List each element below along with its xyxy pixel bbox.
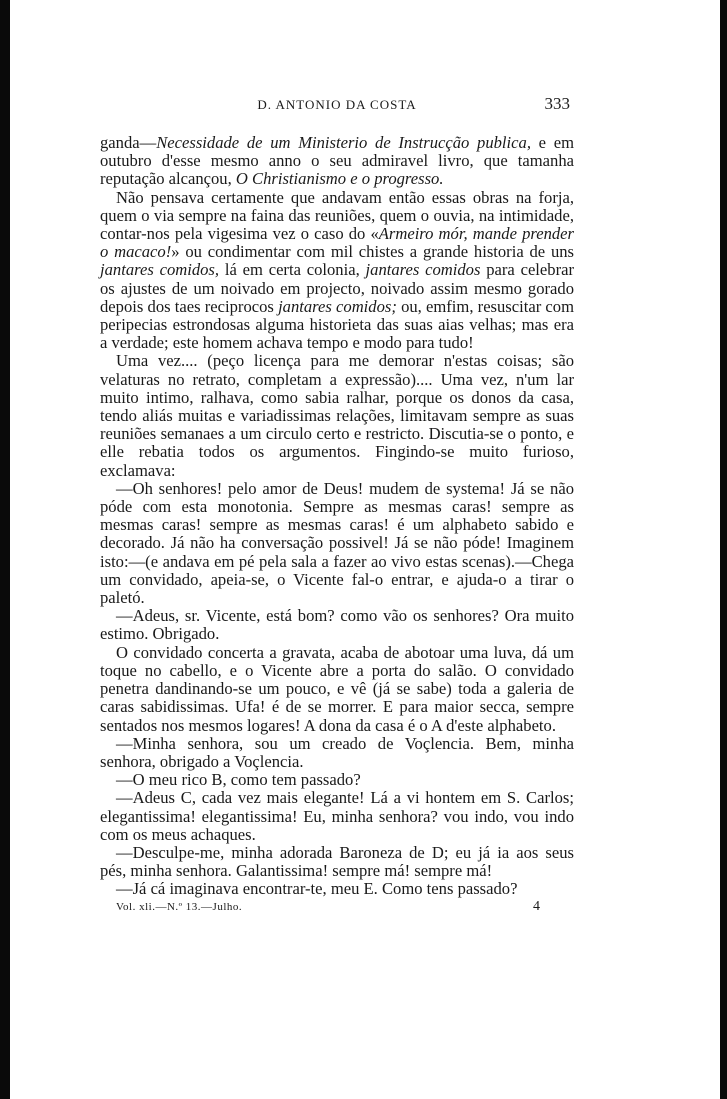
- scan-border-left: [0, 0, 10, 1099]
- text-run: lá em certa colonia,: [219, 260, 366, 280]
- text-run: » ou condimentar com mil chistes a grande historia de uns: [171, 242, 575, 262]
- paragraph: [100, 607, 574, 643]
- scan-border-right: [720, 0, 727, 1099]
- text-run: para celebrar os ajustes de um noivado em projecto, noivado assim mesmo gorado depois dos taes reciprocos: [100, 260, 574, 316]
- text-run: Não pensava certamente que andavam então essas obras na forja, quem o via sempre na faina das reuniões, quem o ouvia, na intimidade, contar-nos pela vigesima vez o caso do «: [100, 187, 574, 244]
- running-head: D. ANTONIO DA COSTA: [257, 97, 417, 112]
- text-run: —Adeus C, cada vez mais elegante! Lá a vi hontem em S. Carlos; elegantissima! elegantissima! Eu, minha senhora? vou indo, vou indo com os meus achaques.: [100, 788, 574, 844]
- paragraph: [100, 134, 574, 189]
- italic-run: Armeiro mór, mande prender o macaco!: [100, 224, 574, 262]
- text-run: e em outubro d'esse mesmo anno o seu admiravel livro, que tamanha reputação alcançou,: [100, 133, 574, 189]
- paragraph: [100, 844, 574, 880]
- paragraph: [100, 771, 574, 789]
- page-footer: [100, 898, 574, 919]
- text-run: Uma vez.... (peço licença para me demorar n'estas coisas; são velaturas no retrato, completam a expressão).... Uma vez, n'um lar muito intimo, ralhava, como sabia ralhar, porque os donos da casa, tendo aliás muitas e variadissimas relações, limitavam sempre as suas reuniões semanaes a um circulo certo e restricto. Discutia-se o ponto, e elle rebatia todos os argumentos. Fingindo-se muito furioso, exclamava:: [100, 351, 574, 480]
- italic-run: O Christianismo e o progresso.: [235, 169, 444, 189]
- paragraph: [100, 644, 574, 735]
- text-run: —Adeus, sr. Vicente, está bom? como vão os senhores? Ora muito estimo. Obrigado.: [100, 606, 574, 644]
- paragraph: [100, 189, 574, 353]
- italic-run: jantares comidos;: [278, 296, 397, 316]
- italic-run: jantares comidos: [365, 260, 481, 280]
- text-run: ou, emfim, resuscitar com peripecias estrondosas alguma historieta das suas aias velhas; mas era a verdade; este homem achava tempo e modo para tudo!: [100, 296, 575, 353]
- page-header: [100, 94, 574, 116]
- text-run: —O meu rico B, como tem passado?: [116, 770, 361, 790]
- paragraph: [100, 480, 574, 607]
- printer-signature: Vol. xli.—N.º 13.—Julho.: [116, 900, 243, 913]
- text-run: O convidado concerta a gravata, acaba de abotoar uma luva, dá um toque no cabello, e o Vicente abre a porta do salão. O convidado penetra dandinando-se um pouco, e vê (já se sabe) toda a galeria de caras sabidissimas. Ufa! é de se morrer. E para maior secca, sempre sentados nos mesmos logares! A dona da casa é o A d'este alphabeto.: [100, 642, 574, 735]
- text-run: —Já cá imaginava encontrar-te, meu E. Como tens passado?: [116, 879, 518, 899]
- paragraph: [100, 880, 574, 898]
- sheet-number: 4: [533, 898, 540, 914]
- paragraph: [100, 789, 574, 844]
- book-page: [100, 94, 574, 919]
- italic-run: Necessidade de um Ministerio de Instrucção publica,: [156, 133, 531, 152]
- text-run: —Desculpe-me, minha adorada Baroneza de D; eu já ia aos seus pés, minha senhora. Galantissima! sempre má! sempre má!: [100, 842, 574, 881]
- page-number: 333: [544, 94, 570, 113]
- paragraph: [100, 735, 574, 771]
- body-text: [100, 134, 574, 899]
- italic-run: jantares comidos,: [100, 260, 220, 280]
- text-run: ganda—: [100, 133, 157, 152]
- text-run: —Minha senhora, sou um creado de Voçlencia. Bem, minha senhora, obrigado a Voçlencia.: [100, 733, 574, 771]
- paragraph: [100, 352, 574, 479]
- text-run: —Oh senhores! pelo amor de Deus! mudem de systema! Já se não póde com esta monotonia. Sempre as mesmas caras! sempre as mesmas caras! sempre as mesmas caras! é um alphabeto sabido e decorado. Já não ha conversação possivel! Já se não póde! Imaginem isto:—(e andava em pé pela sala a fazer ao vivo estas scenas).—Chega um convidado, apeia-se, o Vicente fal-o entrar, e ajuda-o a tirar o paletó.: [100, 478, 574, 608]
